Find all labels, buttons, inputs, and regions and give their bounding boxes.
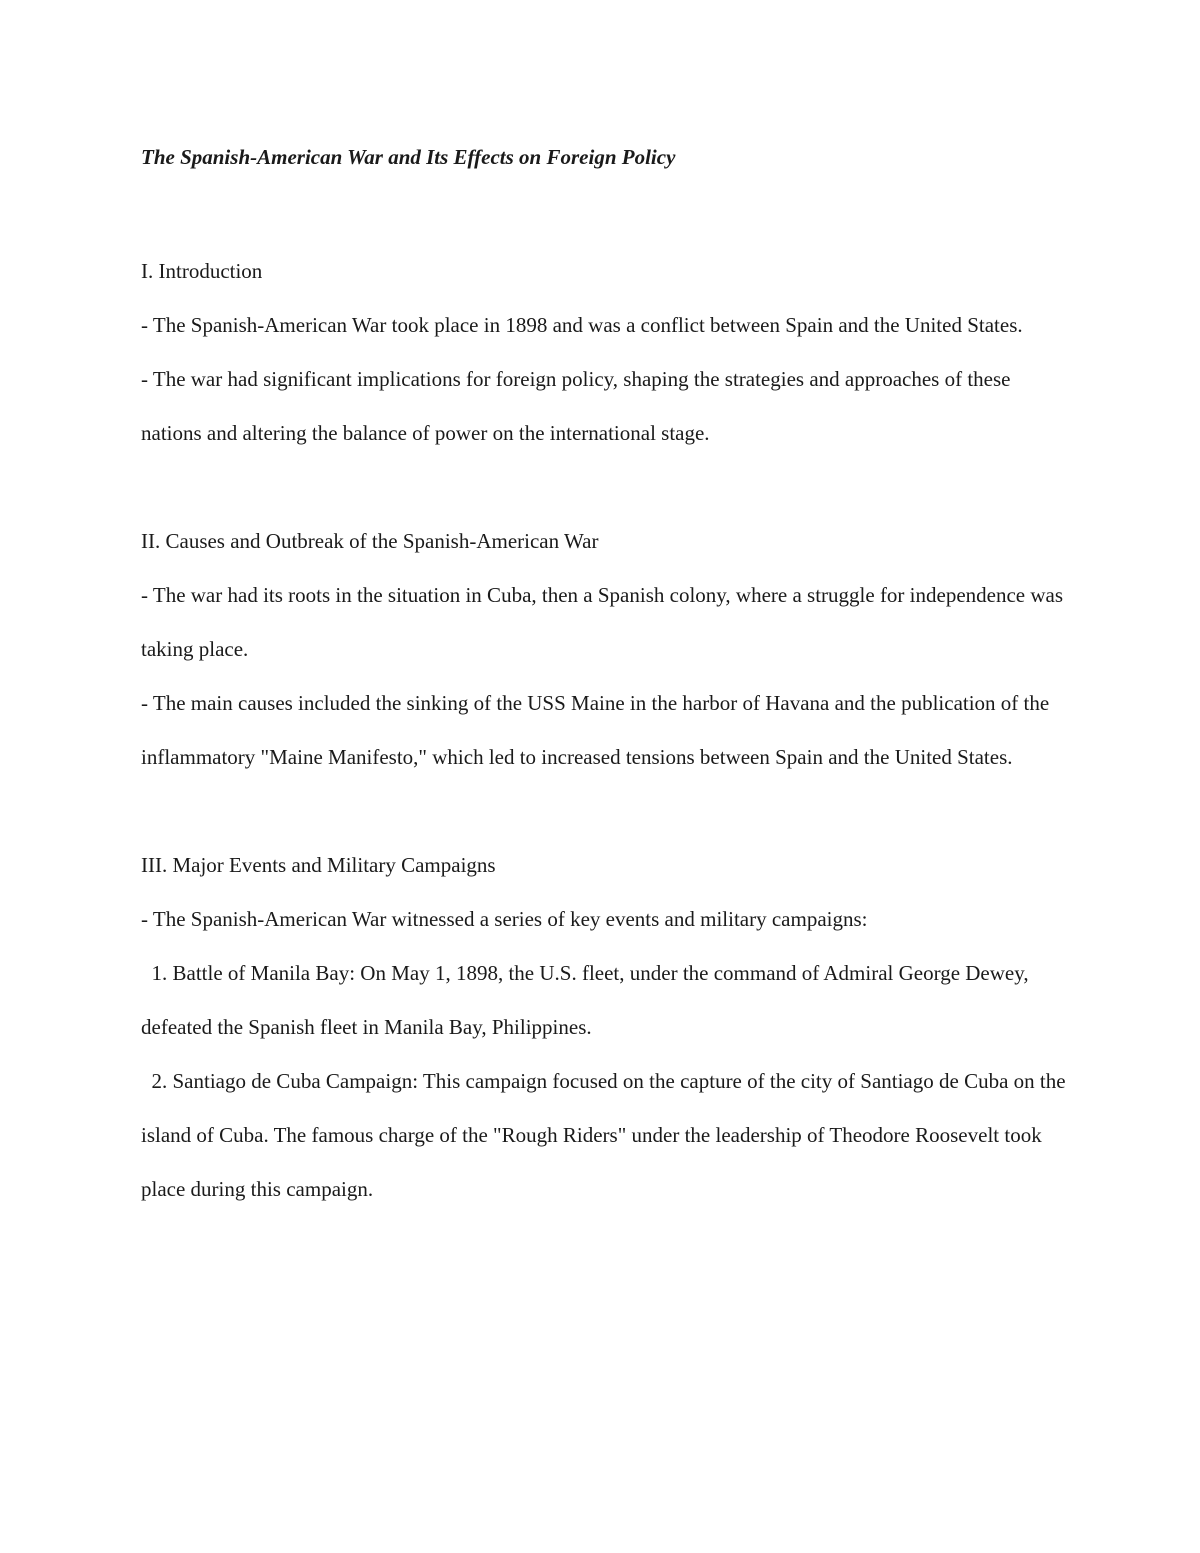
section-introduction bbox=[141, 244, 1071, 460]
paragraph: - The main causes included the sinking of the USS Maine in the harbor of Havana and the publication of the inflammatory "Maine Manifesto," which led to increased tensions between Spain and the United States. bbox=[141, 691, 1050, 769]
paragraph: - The Spanish-American War took place in 1898 and was a conflict between Spain and the United States. bbox=[141, 313, 1023, 337]
paragraph: - The war had its roots in the situation in Cuba, then a Spanish colony, where a struggle for independence was taking place. bbox=[141, 583, 1064, 661]
document-title: The Spanish-American War and Its Effects on Foreign Policy bbox=[141, 145, 676, 169]
section-heading: I. Introduction bbox=[141, 259, 263, 283]
section-major-events bbox=[141, 838, 1071, 1216]
section-heading: III. Major Events and Military Campaigns bbox=[141, 853, 496, 877]
document-body bbox=[141, 136, 1071, 1216]
list-item: 2. Santiago de Cuba Campaign: This campaign focused on the capture of the city of Santiago de Cuba on the island of Cuba. The famous charge of the "Rough Riders" under the leadership of Theodore Roosevelt took place during this campaign. bbox=[141, 1069, 1066, 1201]
paragraph: - The Spanish-American War witnessed a series of key events and military campaigns: bbox=[141, 907, 868, 931]
section-causes bbox=[141, 514, 1071, 784]
list-item: 1. Battle of Manila Bay: On May 1, 1898, the U.S. fleet, under the command of Admiral George Dewey, defeated the Spanish fleet in Manila Bay, Philippines. bbox=[141, 961, 1029, 1039]
paragraph: - The war had significant implications for foreign policy, shaping the strategies and approaches of these nations and altering the balance of power on the international stage. bbox=[141, 367, 1011, 445]
section-heading: II. Causes and Outbreak of the Spanish-American War bbox=[141, 529, 599, 553]
